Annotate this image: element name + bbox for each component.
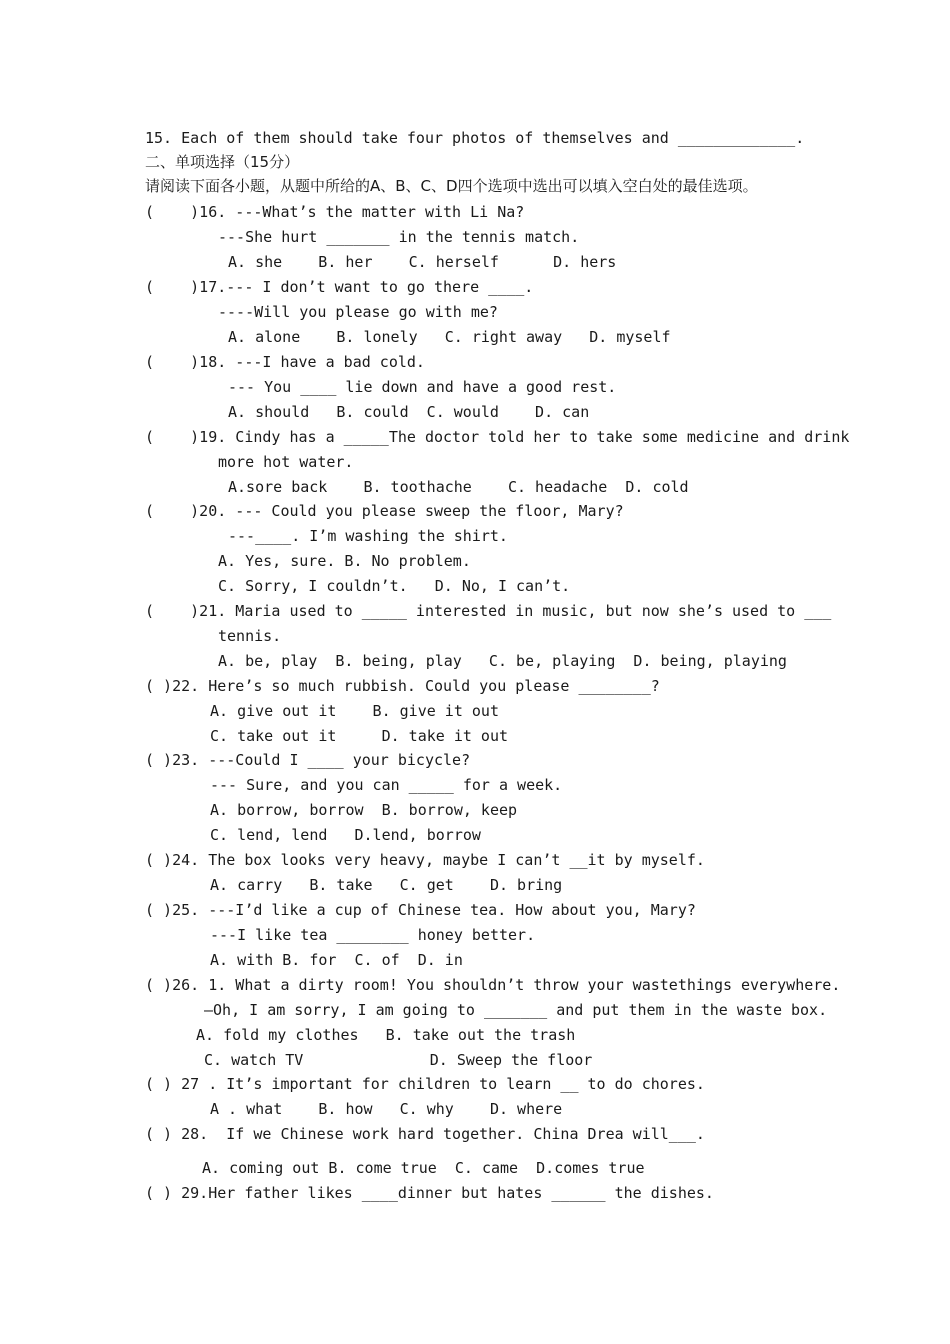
question-21-line-2: tennis. <box>218 627 282 645</box>
section-instructions: 请阅读下面各小题，从题中所给的A、B、C、D四个选项中选出可以填入空白处的最佳选项。 <box>145 177 758 195</box>
question-22-options-1: A. give out it B. give it out <box>210 702 499 720</box>
question-24: ( )24. The box looks very heavy, maybe I can’t __it by myself. <box>145 851 705 869</box>
question-26: ( )26. 1. What a dirty room! You shouldn’t throw your wastethings everywhere. <box>145 976 841 994</box>
question-15: 15. Each of them should take four photos of themselves and _____________. <box>145 129 805 147</box>
question-18-options: A. should B. could C. would D. can <box>228 403 590 421</box>
question-18-line-2: --- You ____ lie down and have a good rest. <box>228 378 617 396</box>
question-28-options: A. coming out B. come true C. came D.comes true <box>202 1159 645 1177</box>
question-19-line-2: more hot water. <box>218 453 354 471</box>
question-24-options: A. carry B. take C. get D. bring <box>210 876 563 894</box>
question-16-options: A. she B. her C. herself D. hers <box>228 253 617 271</box>
question-27-options: A . what B. how C. why D. where <box>210 1100 563 1118</box>
question-17-options: A. alone B. lonely C. right away D. myself <box>228 328 671 346</box>
question-17: ( )17.--- I don’t want to go there ____. <box>145 278 534 296</box>
question-19-options: A.sore back B. toothache C. headache D. cold <box>228 478 689 496</box>
question-22: ( )22. Here’s so much rubbish. Could you please ________? <box>145 677 660 695</box>
question-16: ( )16. ---What’s the matter with Li Na? <box>145 203 525 221</box>
question-19: ( )19. Cindy has a _____The doctor told her to take some medicine and drink <box>145 428 850 446</box>
question-26-line-2: —Oh, I am sorry, I am going to _______ and put them in the waste box. <box>204 1001 828 1019</box>
question-21: ( )21. Maria used to _____ interested in music, but now she’s used to ___ <box>145 602 832 620</box>
question-20-options-2: C. Sorry, I couldn’t. D. No, I can’t. <box>218 577 571 595</box>
question-23-options-1: A. borrow, borrow B. borrow, keep <box>210 801 518 819</box>
question-17-line-2: ----Will you please go with me? <box>218 303 498 321</box>
question-20-line-2: ---____. I’m washing the shirt. <box>228 527 508 545</box>
question-25: ( )25. ---I’d like a cup of Chinese tea. How about you, Mary? <box>145 901 696 919</box>
question-29: ( ) 29.Her father likes ____dinner but hates ______ the dishes. <box>145 1184 714 1202</box>
question-22-options-2: C. take out it D. take it out <box>210 727 509 745</box>
question-25-options: A. with B. for C. of D. in <box>210 951 463 969</box>
question-18: ( )18. ---I have a bad cold. <box>145 353 425 371</box>
question-26-options-2: C. watch TV D. Sweep the floor <box>204 1051 593 1069</box>
question-27: ( ) 27 . It’s important for children to learn __ to do chores. <box>145 1075 705 1093</box>
question-21-options: A. be, play B. being, play C. be, playing D. being, playing <box>218 652 787 670</box>
question-23-options-2: C. lend, lend D.lend, borrow <box>210 826 481 844</box>
question-23-line-2: --- Sure, and you can _____ for a week. <box>210 776 563 794</box>
question-26-options-1: A. fold my clothes B. take out the trash <box>196 1026 576 1044</box>
question-28: ( ) 28. If we Chinese work hard together. China Drea will___. <box>145 1125 705 1143</box>
question-25-line-2: ---I like tea ________ honey better. <box>210 926 536 944</box>
question-20-options-1: A. Yes, sure. B. No problem. <box>218 552 471 570</box>
question-16-line-2: ---She hurt _______ in the tennis match. <box>218 228 580 246</box>
question-20: ( )20. --- Could you please sweep the floor, Mary? <box>145 502 624 520</box>
section-heading: 二、单项选择（15分） <box>145 153 300 171</box>
question-23: ( )23. ---Could I ____ your bicycle? <box>145 751 471 769</box>
